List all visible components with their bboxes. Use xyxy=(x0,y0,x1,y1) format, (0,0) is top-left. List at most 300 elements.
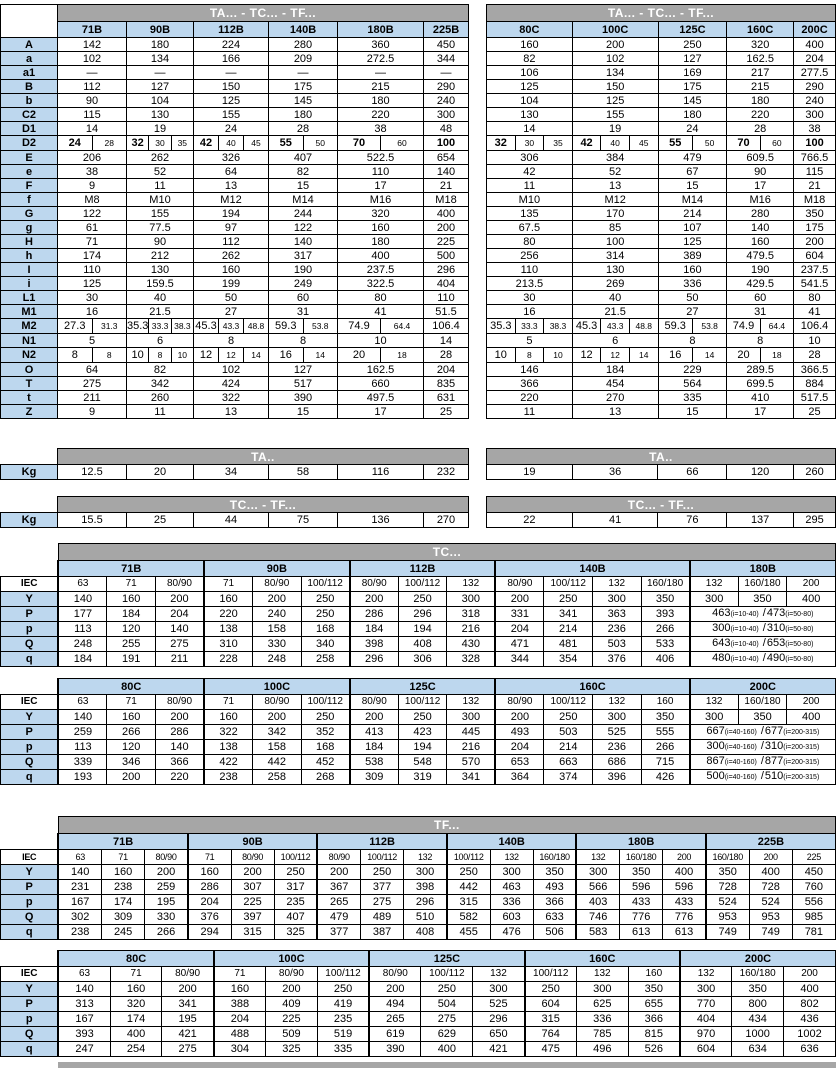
data-cell: 206 xyxy=(58,151,127,165)
iec-size-cell: 80/90 xyxy=(155,577,204,592)
data-cell: 17 xyxy=(338,405,424,419)
data-cell: 14 xyxy=(487,122,573,136)
weight-cell: 34 xyxy=(194,465,269,480)
data-cell: 275 xyxy=(58,377,127,391)
iec-size-cell: 80/90 xyxy=(231,850,274,865)
ratio-part: (i=40-160) xyxy=(724,774,757,781)
data-cell: 296 xyxy=(473,1012,525,1027)
data-cell: 442 xyxy=(253,755,302,770)
split-data-cell xyxy=(487,348,573,363)
column-header: 225B xyxy=(424,22,469,38)
iec-size-cell: 132 xyxy=(593,695,642,710)
ratio-part: 490 xyxy=(766,652,786,664)
data-cell: 317 xyxy=(269,249,338,263)
data-cell: 31 xyxy=(727,305,794,319)
next-section-band xyxy=(58,1062,836,1068)
split-cell-values xyxy=(338,348,423,362)
ratio-part: (i=200-315) xyxy=(783,759,820,766)
data-value: 35 xyxy=(171,136,193,150)
column-header: 100C xyxy=(572,22,658,38)
data-cell: 38 xyxy=(794,122,836,136)
data-cell: 80 xyxy=(338,291,424,305)
band-row xyxy=(1,817,836,834)
data-cell: — xyxy=(127,66,194,80)
data-cell: 142 xyxy=(58,38,127,52)
data-cell: 250 xyxy=(398,592,447,607)
data-value: 30 xyxy=(515,136,544,150)
data-cell: 397 xyxy=(231,910,274,925)
data-cell: 220 xyxy=(727,108,794,122)
ratio-part: 473 xyxy=(766,607,786,619)
row-label: H xyxy=(1,235,58,249)
data-value: 50 xyxy=(303,136,338,150)
iec-size-cell: 160 xyxy=(628,967,680,982)
data-cell: 13 xyxy=(194,179,269,193)
iec-size-cell: 63 xyxy=(58,967,110,982)
split-data-cell xyxy=(58,136,127,151)
data-cell: 270 xyxy=(572,391,658,405)
group-header-row xyxy=(1,834,836,850)
iec-size-cell: 100/112 xyxy=(317,967,369,982)
data-cell: 339 xyxy=(58,755,107,770)
split-cell-values xyxy=(727,319,793,333)
data-cell: 184 xyxy=(107,607,156,622)
iec-size-cell: 100/112 xyxy=(447,850,490,865)
group-header: 125C xyxy=(369,951,524,967)
data-cell: 110 xyxy=(58,263,127,277)
table-row xyxy=(487,151,836,165)
data-cell: 127 xyxy=(658,52,727,66)
weight-cell: 44 xyxy=(194,513,269,528)
group-header: 112B xyxy=(350,561,496,577)
data-cell: 884 xyxy=(794,377,836,391)
data-value: 24 xyxy=(68,137,81,149)
data-cell: 526 xyxy=(628,1042,680,1057)
weight-row xyxy=(487,513,836,528)
data-cell: 180 xyxy=(658,108,727,122)
data-cell: 167 xyxy=(58,895,101,910)
group-header-row xyxy=(1,679,836,695)
data-cell: 341 xyxy=(544,607,593,622)
data-cell: 336 xyxy=(490,895,533,910)
data-cell: 160 xyxy=(204,710,253,725)
ratio-part: 667 xyxy=(706,725,725,737)
data-cell: 315 xyxy=(447,895,490,910)
data-cell: 30 xyxy=(487,291,573,305)
data-cell: 200 xyxy=(155,592,204,607)
band-title: TF... xyxy=(58,817,835,834)
data-cell: 160 xyxy=(107,710,156,725)
data-value: 35.3 xyxy=(127,320,149,332)
ratio-separator: / xyxy=(762,637,766,649)
spacer-cell xyxy=(1,817,59,834)
split-data-cell xyxy=(572,348,658,363)
split-data-cell xyxy=(658,348,727,363)
data-cell: 342 xyxy=(127,377,194,391)
ta-weight-table-b xyxy=(0,448,469,480)
weight-cell: 15.5 xyxy=(58,513,127,528)
data-cell: 265 xyxy=(369,1012,421,1027)
data-cell: 193 xyxy=(58,770,107,785)
data-cell: 82 xyxy=(487,52,573,66)
data-cell: 159.5 xyxy=(127,277,194,291)
row-label: p xyxy=(1,622,59,637)
iec-size-cell: 80/90 xyxy=(155,695,204,710)
data-cell: 433 xyxy=(663,895,706,910)
tf-dimensions-table-c xyxy=(0,950,836,1057)
data-cell: M10 xyxy=(127,193,194,207)
iec-size-cell: 160/180 xyxy=(732,967,784,982)
data-cell: 184 xyxy=(58,652,107,667)
weight-cell: 20 xyxy=(127,465,194,480)
band-row xyxy=(1,449,469,465)
ratio-part: 653 xyxy=(766,637,786,649)
iec-size-cell: 80/90 xyxy=(253,695,302,710)
data-cell: 180 xyxy=(338,94,424,108)
data-cell: 41 xyxy=(794,305,836,319)
data-cell: 8 xyxy=(269,334,338,348)
spacer-cell xyxy=(1,834,59,850)
iec-size-cell: 100/112 xyxy=(301,695,350,710)
data-cell: 352 xyxy=(301,725,350,740)
data-cell: 204 xyxy=(424,363,469,377)
split-cell-values xyxy=(194,319,268,333)
data-cell: 319 xyxy=(398,770,447,785)
iec-size-cell: 80/90 xyxy=(495,577,544,592)
iec-label: IEC xyxy=(1,695,59,710)
data-cell: 746 xyxy=(576,910,619,925)
data-value: 60 xyxy=(760,136,793,150)
data-cell: 213.5 xyxy=(487,277,573,291)
data-cell: 290 xyxy=(424,80,469,94)
row-label: D1 xyxy=(1,122,58,136)
group-header: 180B xyxy=(690,561,836,577)
data-cell: 180 xyxy=(127,38,194,52)
data-value: 45.3 xyxy=(195,320,217,332)
data-cell: 174 xyxy=(102,895,145,910)
data-cell: 497.5 xyxy=(338,391,424,405)
data-cell: 548 xyxy=(398,755,447,770)
data-value: 16 xyxy=(669,349,682,361)
band-row xyxy=(1,5,469,22)
iec-size-cell: 80/90 xyxy=(350,577,399,592)
group-header: 80C xyxy=(58,679,204,695)
data-cell: 140 xyxy=(424,165,469,179)
data-cell: 11 xyxy=(487,179,573,193)
data-cell: 342 xyxy=(253,725,302,740)
data-cell: 785 xyxy=(576,1027,628,1042)
row-label: P xyxy=(1,725,59,740)
group-header: 140B xyxy=(495,561,689,577)
iec-size-cell: 200 xyxy=(784,967,836,982)
weight-cell: 36 xyxy=(572,465,658,480)
data-cell: 300 xyxy=(680,982,732,997)
data-cell: 8 xyxy=(194,334,269,348)
data-cell: 200 xyxy=(155,710,204,725)
data-cell: 200 xyxy=(162,982,214,997)
split-cell-values xyxy=(127,348,193,362)
data-value: 55 xyxy=(279,137,292,149)
data-cell: 307 xyxy=(231,880,274,895)
data-cell: 306 xyxy=(398,652,447,667)
data-cell: 10 xyxy=(338,334,424,348)
row-label: N2 xyxy=(1,348,58,363)
data-cell: 140 xyxy=(58,982,110,997)
iec-size-cell: 100/112 xyxy=(398,577,447,592)
data-cell: 220 xyxy=(155,770,204,785)
data-cell: 613 xyxy=(620,925,663,940)
table-row xyxy=(1,179,469,193)
data-cell: 140 xyxy=(155,622,204,637)
group-header: 71B xyxy=(58,834,187,850)
table-row xyxy=(487,363,836,377)
data-cell: 67 xyxy=(658,165,727,179)
table-row xyxy=(1,348,469,363)
table-row xyxy=(1,235,469,249)
data-value: 16 xyxy=(279,349,292,361)
data-cell: 259 xyxy=(58,725,107,740)
data-cell: 130 xyxy=(572,263,658,277)
data-cell: 191 xyxy=(107,652,156,667)
table-row xyxy=(487,165,836,179)
iec-size-cell: 132 xyxy=(490,850,533,865)
data-cell: 504 xyxy=(421,997,473,1012)
data-cell: 404 xyxy=(424,277,469,291)
iec-row xyxy=(1,577,836,592)
data-cell: 300 xyxy=(576,982,628,997)
ta-weight-table-c xyxy=(486,448,836,480)
data-cell: 985 xyxy=(792,910,835,925)
data-value: 43.3 xyxy=(218,319,243,333)
data-cell: 400 xyxy=(784,982,836,997)
data-cell: 350 xyxy=(628,982,680,997)
data-cell: 162.5 xyxy=(727,52,794,66)
split-cell-values xyxy=(269,136,337,150)
data-cell: 463 xyxy=(490,880,533,895)
data-cell: 556 xyxy=(792,895,835,910)
data-cell: 400 xyxy=(421,1042,473,1057)
row-label: p xyxy=(1,1012,59,1027)
weight-row xyxy=(1,513,469,528)
data-cell: 350 xyxy=(620,865,663,880)
table-row xyxy=(487,80,836,94)
data-cell: 481 xyxy=(544,637,593,652)
data-cell: 360 xyxy=(338,38,424,52)
split-cell-values xyxy=(127,136,193,150)
data-cell: M16 xyxy=(338,193,424,207)
data-value: 12 xyxy=(199,349,213,361)
ratio-separator: / xyxy=(760,770,764,782)
iec-size-cell: 132 xyxy=(592,577,641,592)
data-cell: 122 xyxy=(269,221,338,235)
ratio-part: (i=10-40) xyxy=(730,656,759,663)
data-cell: 634 xyxy=(732,1042,784,1057)
data-cell: 80 xyxy=(794,291,836,305)
data-cell: 519 xyxy=(317,1027,369,1042)
row-label: Q xyxy=(1,1027,59,1042)
data-cell: 304 xyxy=(214,1042,266,1057)
data-cell: 393 xyxy=(641,607,690,622)
data-cell: 10 xyxy=(794,334,836,348)
data-cell: 433 xyxy=(620,895,663,910)
split-data-cell xyxy=(194,136,269,151)
data-value: 42 xyxy=(580,137,593,149)
table-row xyxy=(1,865,836,880)
data-cell: 167 xyxy=(58,1012,110,1027)
data-cell: 160 xyxy=(214,982,266,997)
data-cell: 140 xyxy=(155,740,204,755)
data-cell: 320 xyxy=(338,207,424,221)
data-cell: 970 xyxy=(680,1027,732,1042)
data-cell: 28 xyxy=(269,122,338,136)
data-cell: 250 xyxy=(544,592,593,607)
table-row xyxy=(487,179,836,193)
data-cell: 248 xyxy=(253,652,302,667)
data-cell: 310 xyxy=(204,637,253,652)
b-series-dimensions-table xyxy=(0,4,469,419)
data-cell: 5 xyxy=(487,334,573,348)
data-value: 12 xyxy=(580,349,593,361)
data-cell: 19 xyxy=(572,122,658,136)
data-cell: 237.5 xyxy=(338,263,424,277)
data-cell: 16 xyxy=(487,305,573,319)
data-cell: 11 xyxy=(487,405,573,419)
table-row xyxy=(487,52,836,66)
data-cell: 6 xyxy=(127,334,194,348)
table-row xyxy=(487,291,836,305)
data-cell: 82 xyxy=(269,165,338,179)
table-row xyxy=(1,910,836,925)
iec-size-cell: 132 xyxy=(404,850,447,865)
data-cell: 107 xyxy=(658,221,727,235)
data-cell: 225 xyxy=(266,1012,318,1027)
data-cell: 102 xyxy=(58,52,127,66)
data-cell: 266 xyxy=(641,740,690,755)
split-data-cell xyxy=(338,348,424,363)
split-cell-values xyxy=(487,319,572,333)
table-row xyxy=(1,770,836,785)
split-cell-values xyxy=(338,136,423,150)
c-series-dimensions-table xyxy=(486,4,836,419)
data-cell: 503 xyxy=(592,637,641,652)
spacer-cell xyxy=(1,561,59,577)
data-cell: 300 xyxy=(593,710,642,725)
data-cell: 296 xyxy=(424,263,469,277)
data-cell: 406 xyxy=(641,652,690,667)
table-row xyxy=(1,94,469,108)
split-cell-values xyxy=(338,319,423,333)
data-cell: 195 xyxy=(145,895,188,910)
column-header: 160C xyxy=(727,22,794,38)
data-cell: 77.5 xyxy=(127,221,194,235)
data-cell: 225 xyxy=(424,235,469,249)
weight-cell: 136 xyxy=(338,513,424,528)
iec-size-cell: 71 xyxy=(214,967,266,982)
iec-row xyxy=(1,967,836,982)
row-label: M2 xyxy=(1,319,58,334)
table-row xyxy=(1,740,836,755)
data-cell: 377 xyxy=(317,925,360,940)
data-cell: 120 xyxy=(107,622,156,637)
data-cell: 150 xyxy=(194,80,269,94)
data-cell: 13 xyxy=(572,405,658,419)
weight-row xyxy=(1,465,469,480)
data-cell: 160 xyxy=(658,263,727,277)
iec-size-cell: 80/90 xyxy=(369,967,421,982)
data-cell: 400 xyxy=(787,592,836,607)
data-cell: 209 xyxy=(269,52,338,66)
data-cell: 296 xyxy=(398,607,447,622)
data-cell: 24 xyxy=(194,122,269,136)
data-cell: 300 xyxy=(424,108,469,122)
split-data-cell xyxy=(727,136,794,151)
table-row xyxy=(487,377,836,391)
table-row xyxy=(1,622,836,637)
data-cell: 200 xyxy=(350,592,399,607)
data-cell: 85 xyxy=(572,221,658,235)
data-cell: 9 xyxy=(58,405,127,419)
table-row xyxy=(1,52,469,66)
data-cell: 212 xyxy=(127,249,194,263)
data-cell: 306 xyxy=(487,151,573,165)
data-cell: 509 xyxy=(266,1027,318,1042)
tc-mounting-tables-wrap xyxy=(0,543,836,785)
split-data-cell xyxy=(487,136,573,151)
data-cell: 40 xyxy=(572,291,658,305)
split-cell-values xyxy=(659,319,727,333)
ratio-part: (i=40-160) xyxy=(724,729,757,736)
row-label: p xyxy=(1,895,59,910)
data-cell: 715 xyxy=(641,755,690,770)
data-cell: 14 xyxy=(58,122,127,136)
data-cell: 280 xyxy=(727,207,794,221)
data-cell: 27 xyxy=(658,305,727,319)
data-cell: 604 xyxy=(680,1042,732,1057)
data-cell: 28 xyxy=(727,122,794,136)
data-cell: 160 xyxy=(487,38,573,52)
row-label: P xyxy=(1,997,59,1012)
weight-cell: 120 xyxy=(727,465,794,480)
data-cell: 175 xyxy=(658,80,727,94)
corner-cell xyxy=(1,5,58,38)
data-cell: 140 xyxy=(58,710,107,725)
data-cell: 60 xyxy=(269,291,338,305)
data-cell: 200 xyxy=(350,710,399,725)
data-cell: 214 xyxy=(544,740,593,755)
data-cell: 315 xyxy=(525,1012,577,1027)
data-cell: 517 xyxy=(269,377,338,391)
table-row xyxy=(1,755,836,770)
data-cell: 15 xyxy=(658,179,727,193)
weight-cell: 19 xyxy=(487,465,573,480)
group-header: 100C xyxy=(214,951,369,967)
iec-size-cell: 80/90 xyxy=(253,577,302,592)
band-title: TA.. xyxy=(58,449,469,465)
table-row xyxy=(1,607,836,622)
data-cell: 52 xyxy=(127,165,194,179)
data-cell: 388 xyxy=(214,997,266,1012)
data-cell: 350 xyxy=(641,592,690,607)
group-header: 160C xyxy=(525,951,680,967)
data-cell: 204 xyxy=(495,740,544,755)
data-cell: 400 xyxy=(787,710,836,725)
data-cell: 180 xyxy=(338,235,424,249)
iec-size-cell: 200 xyxy=(749,850,792,865)
data-cell: 524 xyxy=(706,895,749,910)
data-cell: 200 xyxy=(107,770,156,785)
split-cell-values xyxy=(58,348,126,362)
ratio-separator: / xyxy=(760,755,764,767)
